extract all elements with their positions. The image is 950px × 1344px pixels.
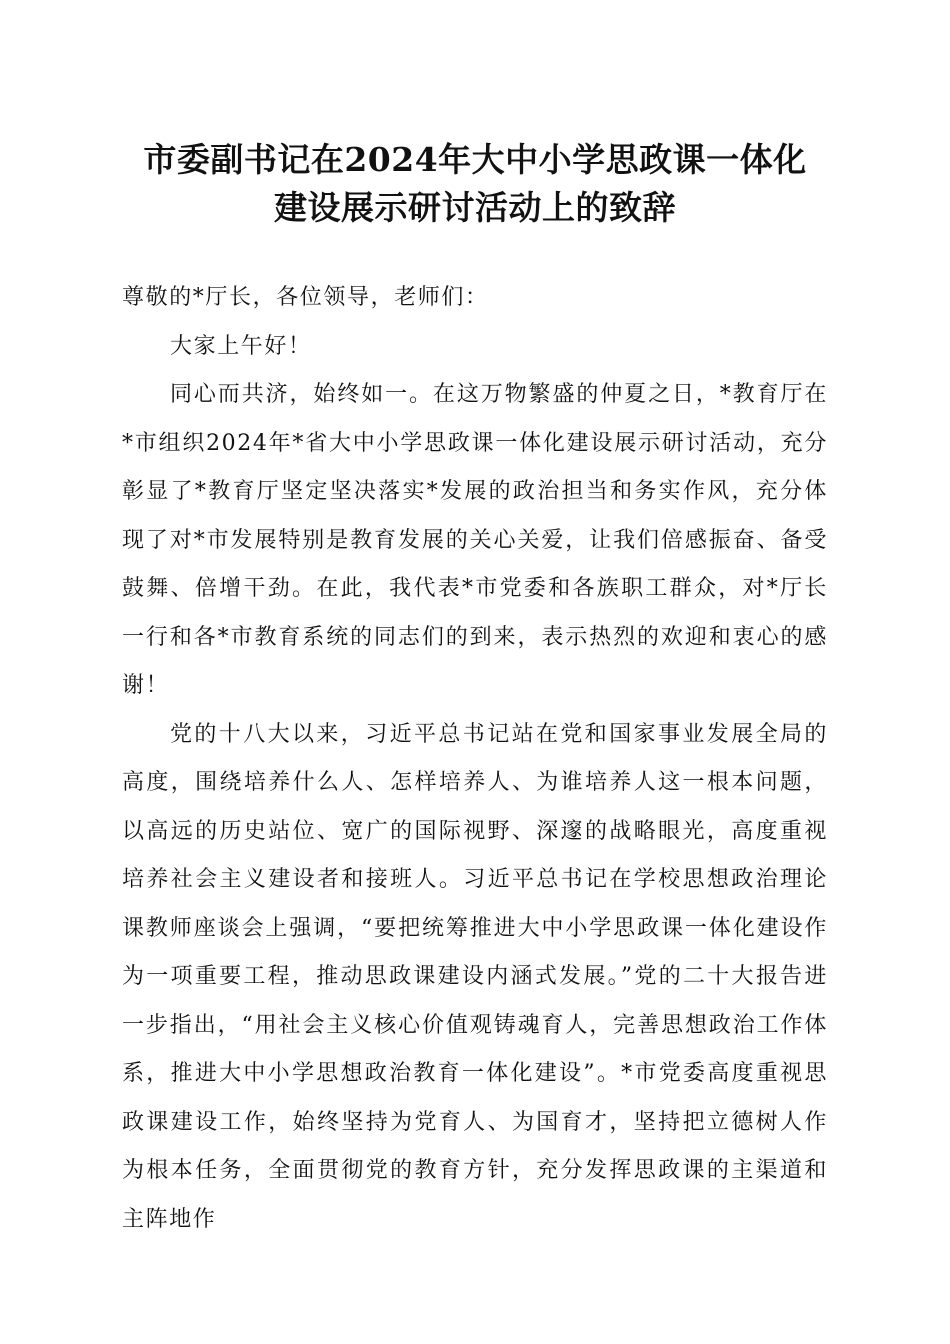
greeting: 大家上午好！ [170,333,312,359]
title-line-2: 建设展示研讨活动上的致辞 [274,188,676,227]
title-line-1: 市委副书记在2024年大中小学思政课一体化 [143,140,807,179]
document-body [122,274,828,1244]
salutation: 尊敬的*厅长，各位领导，老师们： [122,285,489,310]
paragraph-2: 党的十八大以来，习近平总书记站在党和国家事业发展全局的高度，围绕培养什么人、怎样培养人、为谁培养人这一根本问题，以高远的历史站位、宽广的国际视野、深邃的战略眼光，高度重视培养社会主义建设者和接班人。习近平总书记在学校思想政治理论课教师座谈会上强调，“要把统筹推进大中小学思政课一体化建设作为一项重要工程，推动思政课建设内涵式发展。”党的二十大报告进一步指出，“用社会主义核心价值观铸魂育人，完善思想政治工作体系，推进大中小学思想政治教育一体化建设”。*市党委高度重视思政课建设工作，始终坚持为党育人、为国育才，坚持把立德树人作为根本任务，全面贯彻党的教育方针，充分发挥思政课的主渠道和主阵地作 [122,721,828,1232]
paragraph-1: 同心而共济，始终如一。在这万物繁盛的仲夏之日，*教育厅在*市组织2024年*省大中小学思政课一体化建设展示研讨活动，充分彰显了*教育厅坚定坚决落实*发展的政治担当和务实作风，充分体现了对*市发展特别是教育发展的关心关爱，让我们倍感振奋、备受鼓舞、倍增干劲。在此，我代表*市党委和各族职工群众，对*厅长一行和各*市教育系统的同志们的到来，表示热烈的欢迎和衷心的感谢！ [122,382,828,698]
document-title [100,136,850,232]
